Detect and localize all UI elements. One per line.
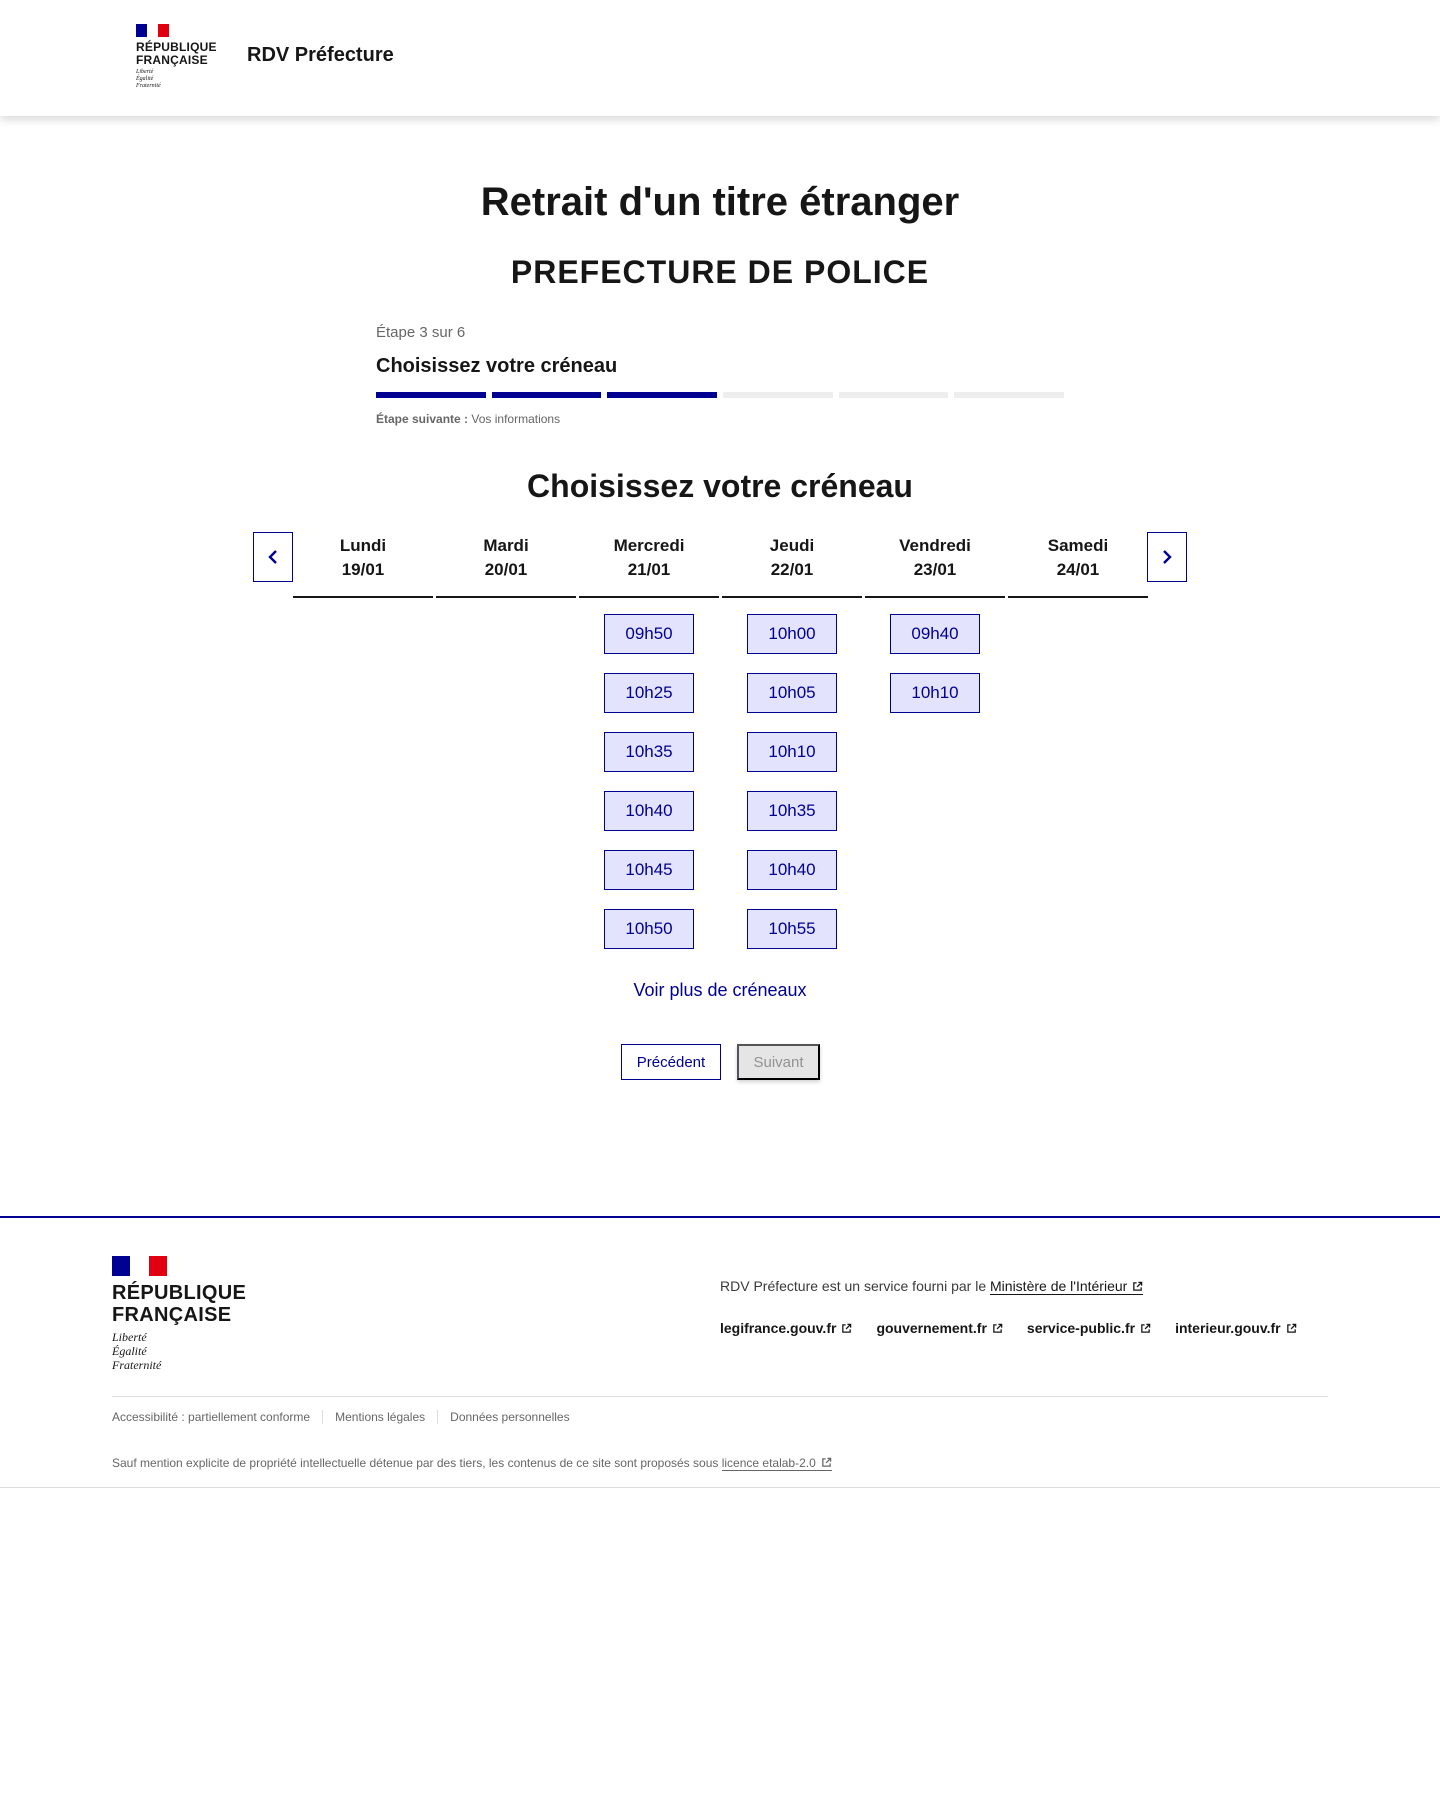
- page-title: Retrait d'un titre étranger: [480, 180, 960, 224]
- footer-external-link[interactable]: interieur.gouv.fr: [1175, 1320, 1297, 1336]
- chevron-left-icon: [268, 550, 278, 564]
- day-date: 22/01: [770, 560, 814, 579]
- day-column: [579, 532, 719, 949]
- time-slot-button[interactable]: 10h40: [747, 850, 837, 890]
- day-date: 24/01: [1056, 560, 1100, 579]
- day-header: [436, 532, 576, 598]
- day-column: [722, 532, 862, 949]
- day-slots: [865, 614, 1005, 713]
- day-header: [579, 532, 719, 598]
- time-slot-button[interactable]: 10h00: [747, 614, 837, 654]
- day-name: Mercredi: [613, 536, 685, 555]
- day-header: [722, 532, 862, 598]
- previous-button[interactable]: Précédent: [621, 1044, 721, 1080]
- footer-external-link[interactable]: legifrance.gouv.fr: [720, 1320, 852, 1336]
- external-link-icon: [1140, 1323, 1151, 1334]
- day-name: Jeudi: [769, 536, 815, 555]
- step-bar: [607, 392, 717, 398]
- time-slot-button[interactable]: 10h35: [604, 732, 694, 772]
- time-slot-button[interactable]: 10h40: [604, 791, 694, 831]
- day-column: [865, 532, 1005, 713]
- french-flag-icon: [112, 1256, 167, 1276]
- external-link-icon: [841, 1323, 852, 1334]
- day-column: [293, 532, 433, 598]
- day-date: 23/01: [913, 560, 957, 579]
- footer-bottom-links: [112, 1410, 582, 1424]
- day-name: Samedi: [1047, 536, 1109, 555]
- step-bar: [723, 392, 833, 398]
- footer-external-link[interactable]: service-public.fr: [1027, 1320, 1151, 1336]
- previous-week-button[interactable]: [253, 532, 293, 582]
- step-next-value: Vos informations: [471, 412, 561, 426]
- time-slot-button[interactable]: 10h35: [747, 791, 837, 831]
- footer-bottom-link[interactable]: Accessibilité : partiellement conforme: [112, 1410, 311, 1424]
- day-header: [1008, 532, 1148, 598]
- day-slots: [722, 614, 862, 949]
- step-state: Étape 3 sur 6: [376, 324, 466, 341]
- next-week-button[interactable]: [1147, 532, 1187, 582]
- day-header: [865, 532, 1005, 598]
- day-slots: [579, 614, 719, 949]
- day-name: Vendredi: [899, 536, 971, 555]
- footer-bottom-link[interactable]: Mentions légales: [322, 1410, 437, 1424]
- footer-external-link[interactable]: gouvernement.fr: [876, 1320, 1002, 1336]
- day-date: 20/01: [484, 560, 528, 579]
- day-column: [436, 532, 576, 598]
- time-slot-button[interactable]: 10h55: [747, 909, 837, 949]
- site-header: [0, 0, 1440, 116]
- next-button: Suivant: [737, 1044, 820, 1080]
- time-slot-button[interactable]: 10h05: [747, 673, 837, 713]
- time-slot-button[interactable]: 10h25: [604, 673, 694, 713]
- service-title[interactable]: RDV Préfecture: [247, 44, 394, 66]
- external-link-icon: [1132, 1281, 1143, 1292]
- time-slot-button[interactable]: 10h10: [747, 732, 837, 772]
- day-name: Lundi: [339, 536, 387, 555]
- calendar-title: Choisissez votre créneau: [527, 468, 913, 504]
- site-footer: [0, 1216, 1440, 1488]
- time-slot-button[interactable]: 10h50: [604, 909, 694, 949]
- day-date: 21/01: [627, 560, 671, 579]
- footer-rf-motto: Liberté Égalité Fraternité: [112, 1330, 162, 1372]
- external-link-icon: [992, 1323, 1003, 1334]
- step-bar: [954, 392, 1064, 398]
- footer-links: [720, 1320, 1297, 1336]
- footer-license: Sauf mention explicite de propriété intellectuelle détenue par des tiers, les contenus de ce site sont proposés sous licence etalab-2.0: [112, 1456, 832, 1470]
- step-next-label: Étape suivante :: [376, 412, 469, 426]
- day-date: 19/01: [341, 560, 385, 579]
- stepper: [376, 324, 1064, 426]
- footer-description: RDV Préfecture est un service fourni par le Ministère de l'Intérieur: [720, 1278, 1143, 1294]
- step-next: [376, 412, 1064, 426]
- time-slot-button[interactable]: 10h10: [890, 673, 980, 713]
- time-slot-button[interactable]: 09h40: [890, 614, 980, 654]
- page-subtitle: PREFECTURE DE POLICE: [510, 254, 930, 290]
- rf-title: RÉPUBLIQUE FRANÇAISE: [136, 40, 217, 67]
- step-bar: [839, 392, 949, 398]
- external-link-icon: [1286, 1323, 1297, 1334]
- day-header: [293, 532, 433, 598]
- step-bar: [376, 392, 486, 398]
- more-slots-link[interactable]: Voir plus de créneaux: [633, 980, 807, 1000]
- license-link[interactable]: licence etalab-2.0: [722, 1456, 832, 1471]
- french-flag-icon: [136, 24, 169, 37]
- day-name: Mardi: [483, 536, 529, 555]
- footer-bottom-link[interactable]: Données personnelles: [437, 1410, 581, 1424]
- time-slot-button[interactable]: 09h50: [604, 614, 694, 654]
- step-progress-bar: [376, 392, 1064, 398]
- rf-motto: Liberté Égalité Fraternité: [136, 69, 161, 89]
- time-slot-button[interactable]: 10h45: [604, 850, 694, 890]
- external-link-icon: [821, 1457, 832, 1468]
- step-bar: [492, 392, 602, 398]
- chevron-right-icon: [1162, 550, 1172, 564]
- ministere-link[interactable]: Ministère de l'Intérieur: [990, 1278, 1143, 1295]
- step-title: Choisissez votre créneau: [376, 355, 618, 377]
- day-column: [1008, 532, 1148, 598]
- footer-divider: [112, 1396, 1328, 1397]
- footer-republique-francaise-logo[interactable]: [112, 1256, 246, 1372]
- republique-francaise-logo[interactable]: [136, 24, 216, 90]
- footer-rf-title: RÉPUBLIQUE FRANÇAISE: [112, 1282, 247, 1326]
